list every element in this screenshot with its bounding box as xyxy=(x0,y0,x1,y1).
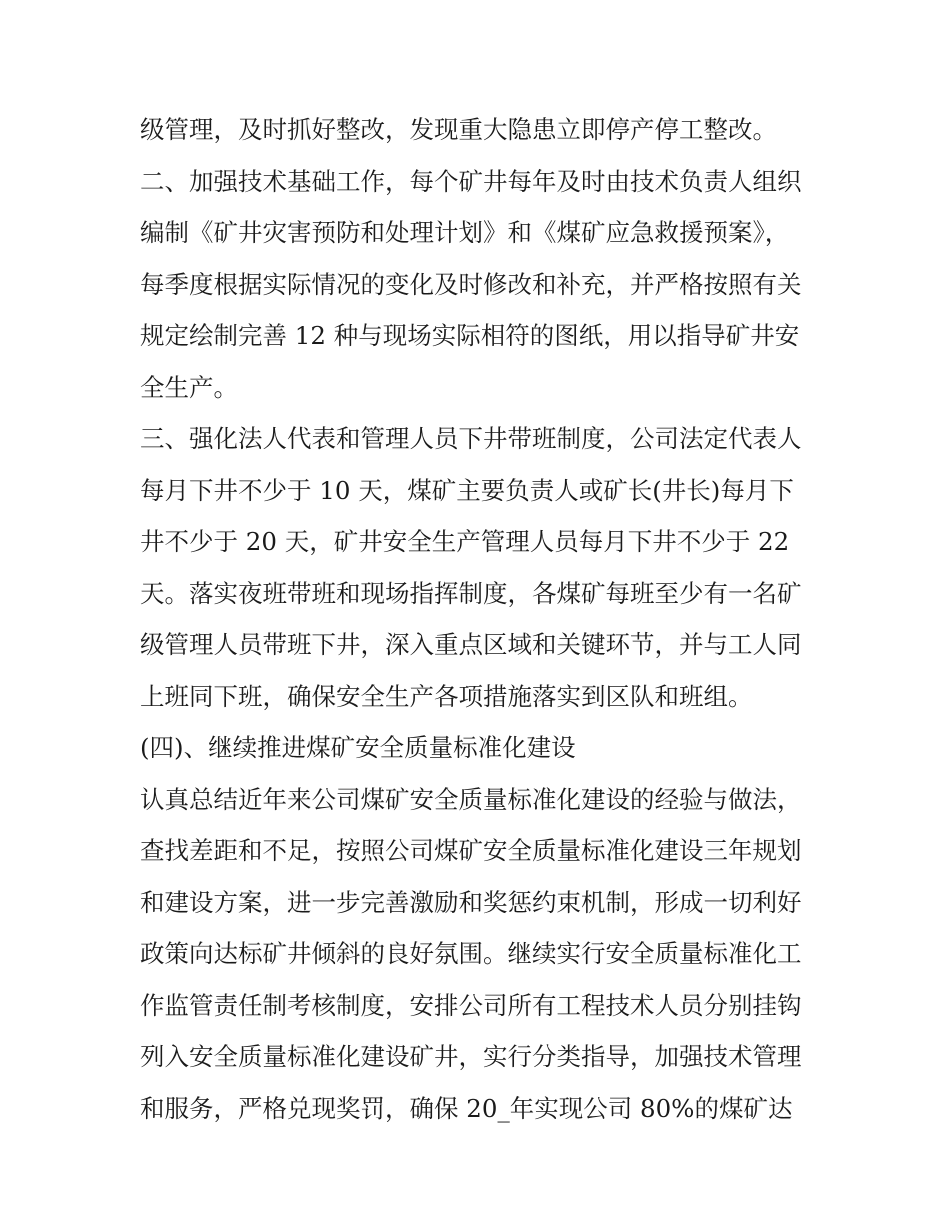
text-line: 每季度根据实际情况的变化及时修改和补充，并严格按照有关 xyxy=(140,269,802,299)
section-heading-4: (四)、继续推进煤矿安全质量标准化建设 xyxy=(140,733,576,762)
text-line: 列入安全质量标准化建设矿井，实行分类指导，加强技术管理 xyxy=(140,1042,802,1071)
text-line: 和服务，严格兑现奖罚，确保 20_年实现公司 80%的煤矿达 xyxy=(140,1093,793,1123)
text-line: 全生产。 xyxy=(140,372,238,402)
text-line: 级管理，及时抓好整改，发现重大隐患立即停产停工整改。 xyxy=(140,115,777,144)
body-text xyxy=(140,104,820,1134)
text-line: 认真总结近年来公司煤矿安全质量标准化建设的经验与做法， xyxy=(140,784,802,814)
section-heading-3: 三、强化法人代表和管理人员下井带班制度，公司法定代表人 xyxy=(140,424,802,453)
text-line: 作监管责任制考核制度，安排公司所有工程技术人员分别挂钩 xyxy=(140,990,802,1020)
text-line: 政策向达标矿井倾斜的良好氛围。继续实行安全质量标准化工 xyxy=(140,939,802,968)
text-line: 编制《矿井灾害预防和处理计划》和《煤矿应急救援预案》， xyxy=(140,218,790,247)
text-line: 每月下井不少于 10 天，煤矿主要负责人或矿长(井长)每月下 xyxy=(140,475,794,505)
text-line: 井不少于 20 天，矿井安全生产管理人员每月下井不少于 22 xyxy=(140,527,790,556)
text-line: 级管理人员带班下井，深入重点区域和关键环节，并与工人同 xyxy=(140,630,802,659)
text-line: 规定绘制完善 12 种与现场实际相符的图纸，用以指导矿井安 xyxy=(140,321,800,350)
text-line: 和建设方案，进一步完善激励和奖惩约束机制，形成一切利好 xyxy=(140,887,802,917)
text-line: 查找差距和不足，按照公司煤矿安全质量标准化建设三年规划 xyxy=(140,836,802,865)
text-line: 上班同下班，确保安全生产各项措施落实到区队和班组。 xyxy=(140,681,753,711)
section-heading-2: 二、加强技术基础工作，每个矿井每年及时由技术负责人组织 xyxy=(140,166,802,196)
text-line: 天。落实夜班带班和现场指挥制度，各煤矿每班至少有一名矿 xyxy=(140,578,802,608)
